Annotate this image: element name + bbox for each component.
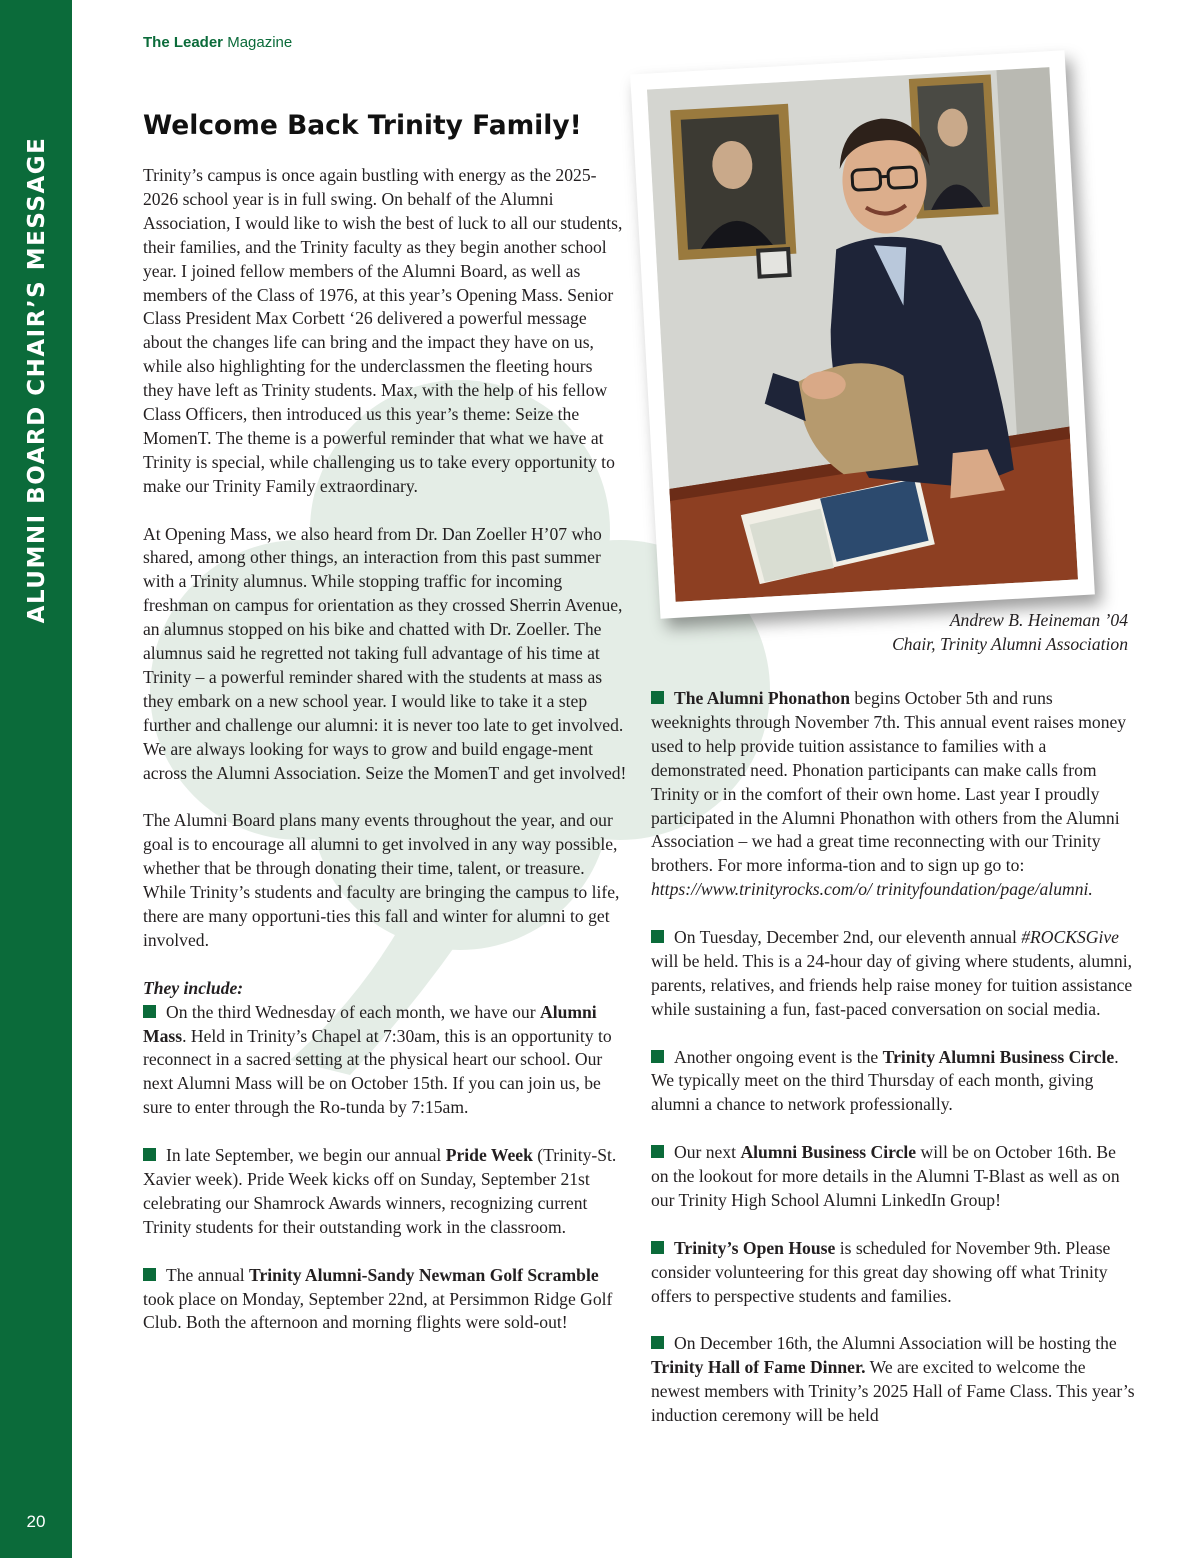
paragraph-intro: Trinity’s campus is once again bustling with energy as the 2025-2026 school year is in full swing. On behalf of the Alumni Association, I would like to wish the best of luck to all our students, their families, and the Trinity faculty as they begin another school year. I joined fellow members of the Alumni Board, as well as members of the Class of 1976, at this year’s Opening Mass. Senior Class President Max Corbett ‘26 delivered a powerful message about the changes life can bring and the impact they have on us, while also highlighting for the underclassmen the fleeting hours they have left as Trinity students. Max, with the help of his fellow Class Officers, then introduced us this year’s theme: Seize the MomenT. The theme is a powerful reminder that what we have at Trinity is special, while challenging us to take every opportunity to make our Trinity Family extraordinary. <box>143 165 623 496</box>
paragraph-events: The Alumni Board plans many events throughout the year, and our goal is to encourage all alumni to get involved in any way possible, whether that be through donating their time, talent, or treasure. While Trinity’s students and faculty are bringing the campus to life, there are many opportuni-ties this fall and winter for alumni to get involved. <box>143 810 620 950</box>
phonathon-link[interactable]: https://www.trinityrocks.com/o/ trinityfoundation/page/alumni. <box>651 879 1093 900</box>
paragraph-opening-mass: At Opening Mass, we also heard from Dr. Dan Zoeller H’07 who shared, among other things, an interaction from this past summer with a Trinity alumnus. While stopping traffic for incoming freshman on campus for orientation as they crossed Sherrin Avenue, an alumnus stopped on his bike and chatted with Dr. Zoeller. The alumnus said he regretted not taking full advantage of his time at Trinity – a powerful reminder shared with the students at mass as they embark on a new school year. I would like to take it a step further and challenge our alumni: it is never too late to get involved. We are always looking for ways to grow and build engage-ment across the Alumni Association. Seize the MomenT and get involved! <box>143 523 627 783</box>
photo-caption <box>892 608 1128 656</box>
list-heading: They include: <box>143 977 244 998</box>
list-item-golf-scramble: The annual Trinity Alumni-Sandy Newman Golf Scramble took place on Monday, September 22nd, at Persimmon Ridge Golf Club. Both the afternoon and morning flights were sold-out! <box>143 1264 613 1333</box>
list-item-pride-week: In late September, we begin our annual Pride Week (Trinity-St. Xavier week). Pride Week kicks off on Sunday, September 21st celebrating our Shamrock Awards winners, recognizing current Trinity students for their outstanding work in the classroom. <box>143 1145 617 1237</box>
bullet-icon <box>143 1268 156 1281</box>
list-item-phonathon: The Alumni Phonathon begins October 5th and runs weeknights through November 7th. This annual event raises money used to help provide tuition assistance to families with a demonstrated need. Phonation participants can make calls from Trinity or in the comfort of their own home. Last year I proudly participated in the Alumni Phonathon with others from the Alumni Association – we had a great time reconnecting with our Trinity brothers. For more informa-tion and to sign up go to: https://www.trinityrocks.com/o/ trinityfoundation/page/alumni. <box>651 688 1127 900</box>
bullet-icon <box>651 1050 664 1063</box>
page-title: Welcome Back Trinity Family! <box>143 110 582 141</box>
page-number: 20 <box>26 1512 46 1531</box>
bullet-icon <box>651 1336 664 1349</box>
magazine-label: Magazine <box>227 34 293 51</box>
running-head <box>143 34 292 51</box>
photo-frame <box>630 50 1095 618</box>
list-item-rocksgive: On Tuesday, December 2nd, our eleventh annual #ROCKSGive will be held. This is a 24-hour day of giving where students, alumni, parents, relatives, and friends help raise money for tuition assistance while sustaining a fun, fast-paced conversation on social media. <box>651 927 1133 1019</box>
caption-title: Chair, Trinity Alumni Association <box>892 634 1128 654</box>
bullet-icon <box>143 1148 156 1161</box>
list-item-hall-of-fame: On December 16th, the Alumni Association will be hosting the Trinity Hall of Fame Dinner. We are excited to welcome the newest members with Trinity’s 2025 Hall of Fame Class. This year’s induction ceremony will be held <box>651 1333 1135 1426</box>
list-item-business-circle: Another ongoing event is the Trinity Alumni Business Circle. We typically meet on the third Thursday of each month, giving alumni a chance to network professionally. <box>651 1046 1119 1115</box>
list-item-next-business-circle: Our next Alumni Business Circle will be on October 16th. Be on the lookout for more details in the Alumni T-Blast as well as on our Trinity High School Alumni LinkedIn Group! <box>651 1142 1120 1210</box>
bullet-icon <box>651 1145 664 1158</box>
magazine-name: The Leader <box>143 34 224 51</box>
list-item-alumni-mass: On the third Wednesday of each month, we have our Alumni Mass. Held in Trinity’s Chapel at 7:30am, this is an opportunity to reconnect in a sacred setting at the physical heart our school. Our next Alumni Mass will be on October 15th. If you can join us, be sure to enter through the Ro-tunda by 7:15am. <box>143 1001 612 1118</box>
bullet-icon <box>651 930 664 943</box>
sidebar <box>0 0 72 1558</box>
caption-name: Andrew B. Heineman ’04 <box>949 610 1128 630</box>
left-column <box>143 164 627 1359</box>
right-column <box>651 687 1137 1428</box>
list-item-open-house: Trinity’s Open House is scheduled for November 9th. Please consider volunteering for this great day showing off what Trinity offers to perspective students and families. <box>651 1237 1111 1306</box>
bullet-icon <box>651 1241 664 1254</box>
bullet-icon <box>651 691 664 704</box>
section-title: ALUMNI BOARD CHAIR’S MESSAGE <box>24 136 50 624</box>
portrait-photo <box>647 67 1078 602</box>
portrait-illustration-icon <box>647 67 1078 602</box>
bullet-icon <box>143 1005 156 1018</box>
